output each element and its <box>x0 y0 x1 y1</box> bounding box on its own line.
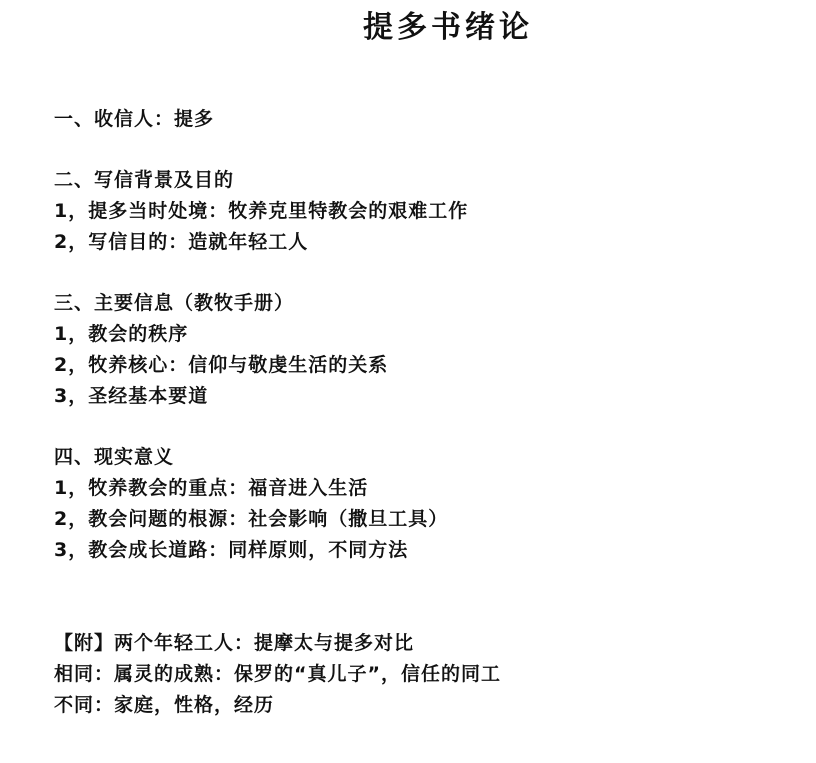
document-body <box>54 104 794 721</box>
section-4-item-2: 2，教会问题的根源：社会影响（撒旦工具） <box>54 508 449 530</box>
appendix-same: 相同：属灵的成熟：保罗的“真儿子”，信任的同工 <box>54 663 501 685</box>
appendix-different: 不同：家庭，性格，经历 <box>54 694 275 716</box>
section-3-item-3: 3，圣经基本要道 <box>54 385 209 407</box>
section-4-heading: 四、现实意义 <box>54 446 175 468</box>
page-title: 提多书绪论 <box>363 10 533 45</box>
section-1-heading: 一、收信人：提多 <box>54 108 215 130</box>
section-2-heading: 二、写信背景及目的 <box>54 169 235 191</box>
section-4-item-1: 1，牧养教会的重点：福音进入生活 <box>54 477 369 499</box>
section-2-item-1: 1，提多当时处境：牧养克里特教会的艰难工作 <box>54 200 469 222</box>
section-3-item-2: 2，牧养核心：信仰与敬虔生活的关系 <box>54 354 389 376</box>
section-2-item-2: 2，写信目的：造就年轻工人 <box>54 231 309 253</box>
section-4-item-3: 3，教会成长道路：同样原则，不同方法 <box>54 539 409 561</box>
section-3-item-1: 1，教会的秩序 <box>54 323 189 345</box>
appendix-heading: 【附】两个年轻工人：提摩太与提多对比 <box>54 632 415 654</box>
section-3-heading: 三、主要信息（教牧手册） <box>54 292 295 314</box>
